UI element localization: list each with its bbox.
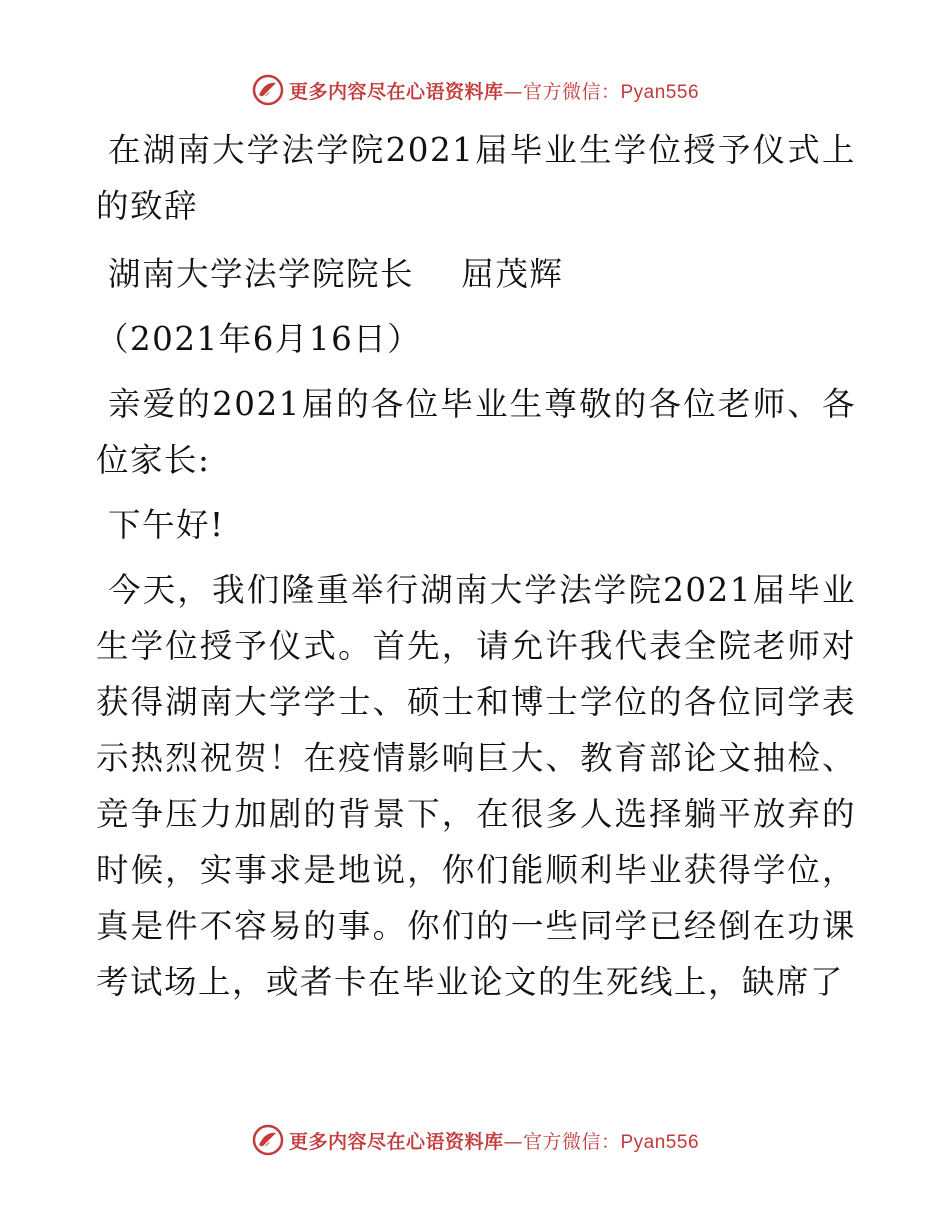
watermark-logo-icon [251, 73, 285, 107]
watermark-banner-bottom [0, 1120, 950, 1160]
document-paragraph: 今天，我们隆重举行湖南大学法学院2021届毕业生学位授予仪式。首先，请允许我代表全院老师对获得湖南大学学士、硕士和博士学位的各位同学表示热烈祝贺！在疫情影响巨大、教育部论文抽检、竞争压力加剧的背景下，在很多人选择躺平放弃的时候，实事求是地说，你们能顺利毕业获得学位，真是件不容易的事。你们的一些同学已经倒在功课考试场上，或者卡在毕业论文的生死线上，缺席了 [96, 571, 856, 1001]
document-author: 湖南大学法学院院长 屈茂辉 [108, 255, 564, 293]
document-greeting: 下午好! [108, 506, 225, 544]
watermark-banner-top [0, 70, 950, 110]
document-title: 在湖南大学法学院2021届毕业生学位授予仪式上的致辞 [96, 131, 856, 225]
document-date: （2021年6月16日） [96, 320, 422, 358]
watermark-text: 更多内容尽在心语资料库—官方微信：Pyan556 [288, 1130, 700, 1153]
document-body [96, 122, 856, 1019]
document-salutation: 亲爱的2021届的各位毕业生尊敬的各位老师、各位家长: [96, 385, 856, 479]
watermark-logo-icon [251, 1123, 285, 1157]
watermark-text: 更多内容尽在心语资料库—官方微信：Pyan556 [288, 80, 700, 103]
